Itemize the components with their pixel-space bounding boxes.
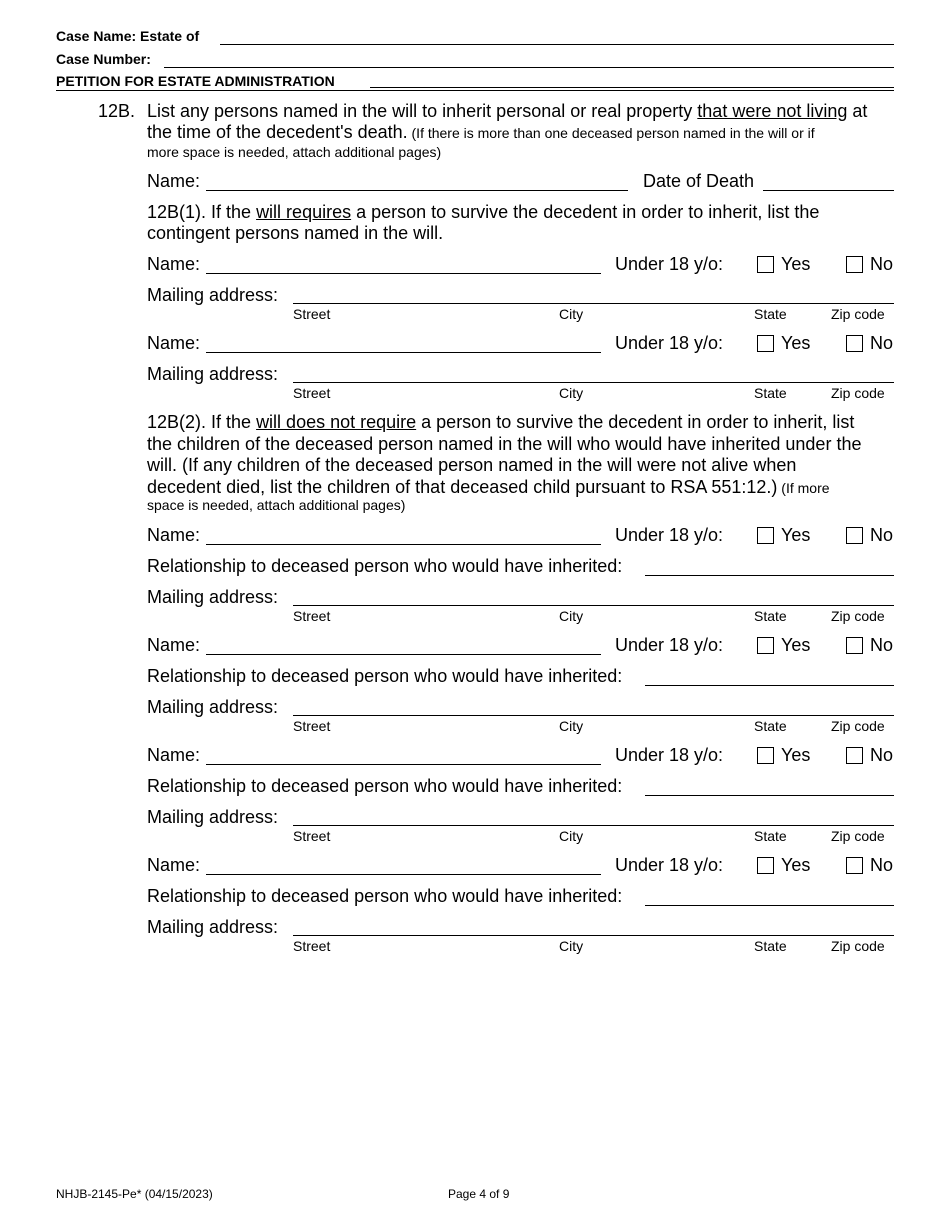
under18-label: Under 18 y/o: [615, 745, 724, 765]
zip-caption: Zip code [831, 938, 885, 954]
section-12b2-underlined: will does not require [256, 412, 417, 432]
section-12b-line1 [147, 101, 867, 122]
section-12b2-line5-note: space is needed, attach additional pages) [147, 497, 406, 513]
relationship-label: Relationship to deceased person who would have inherited: [147, 776, 623, 796]
section-12b2-line3: will. (If any children of the deceased person named in the will were not alive when [147, 455, 797, 475]
state-caption: State [754, 718, 787, 734]
no-label: No [870, 855, 894, 875]
no-label: No [870, 745, 894, 765]
name-label: Name: [147, 525, 201, 545]
city-caption: City [559, 718, 584, 734]
section-12b1-text-b: a person to survive the decedent in order to inherit, list the [351, 202, 820, 222]
mailing-address-field[interactable] [293, 935, 894, 936]
section-12b-name-field[interactable] [206, 172, 628, 191]
section-12b-number: 12B. [98, 101, 136, 121]
street-caption: Street [293, 306, 331, 322]
name-field[interactable] [206, 526, 601, 545]
section-12b2-line4 [147, 477, 830, 499]
section-12b-line2-text: the time of the decedent's death. [147, 122, 408, 142]
section-12b1-line2: contingent persons named in the will. [147, 223, 444, 243]
mailing-address-label: Mailing address: [147, 285, 279, 305]
mailing-address-field[interactable] [293, 715, 894, 716]
under18-no-checkbox[interactable] [846, 637, 863, 654]
no-label: No [870, 254, 894, 274]
under18-yes-checkbox[interactable] [757, 857, 774, 874]
state-caption: State [754, 608, 787, 624]
case-number-label: Case Number: [56, 51, 151, 67]
relationship-field[interactable] [645, 667, 894, 686]
name-label: Name: [147, 855, 201, 875]
name-field[interactable] [206, 334, 601, 353]
case-number-field[interactable] [164, 67, 894, 68]
mailing-address-label: Mailing address: [147, 807, 279, 827]
city-caption: City [559, 938, 584, 954]
form-title: PETITION FOR ESTATE ADMINISTRATION [56, 73, 335, 89]
zip-caption: Zip code [831, 828, 885, 844]
date-of-death-field[interactable] [763, 172, 894, 191]
under18-yes-checkbox[interactable] [757, 527, 774, 544]
relationship-label: Relationship to deceased person who would have inherited: [147, 666, 623, 686]
under18-label: Under 18 y/o: [615, 525, 724, 545]
no-label: No [870, 333, 894, 353]
name-field[interactable] [206, 636, 601, 655]
relationship-field[interactable] [645, 887, 894, 906]
section-12b1-underlined: will requires [256, 202, 352, 222]
section-12b1-line1 [147, 202, 819, 223]
section-12b2-line2: the children of the deceased person named in the will who would have inherited under the [147, 434, 862, 454]
under18-no-checkbox[interactable] [846, 256, 863, 273]
yes-label: Yes [781, 635, 811, 655]
mailing-address-field[interactable] [293, 825, 894, 826]
under18-yes-checkbox[interactable] [757, 256, 774, 273]
street-caption: Street [293, 718, 331, 734]
no-label: No [870, 525, 894, 545]
mailing-address-label: Mailing address: [147, 697, 279, 717]
relationship-label: Relationship to deceased person who would have inherited: [147, 886, 623, 906]
street-caption: Street [293, 828, 331, 844]
street-caption: Street [293, 608, 331, 624]
zip-caption: Zip code [831, 718, 885, 734]
street-caption: Street [293, 385, 331, 401]
section-12b1-text-a: 12B(1). If the [147, 202, 257, 222]
yes-label: Yes [781, 745, 811, 765]
under18-yes-checkbox[interactable] [757, 747, 774, 764]
name-field[interactable] [206, 856, 601, 875]
section-12b2-text-a: 12B(2). If the [147, 412, 257, 432]
yes-label: Yes [781, 333, 811, 353]
name-field[interactable] [206, 746, 601, 765]
section-12b-line3-note: more space is needed, attach additional pages) [147, 144, 442, 160]
under18-no-checkbox[interactable] [846, 857, 863, 874]
section-12b-line2 [147, 122, 815, 144]
section-12b-text-a: List any persons named in the will to inherit personal or real property [147, 101, 698, 121]
city-caption: City [559, 385, 584, 401]
under18-no-checkbox[interactable] [846, 335, 863, 352]
mailing-address-field[interactable] [293, 605, 894, 606]
name-label: Name: [147, 745, 201, 765]
form-id: NHJB-2145-Pe* (04/15/2023) [56, 1187, 213, 1201]
form-title-rule [370, 87, 894, 88]
name-field[interactable] [206, 255, 601, 274]
under18-yes-checkbox[interactable] [757, 637, 774, 654]
zip-caption: Zip code [831, 608, 885, 624]
mailing-address-label: Mailing address: [147, 587, 279, 607]
name-label: Name: [147, 635, 201, 655]
section-12b-line2-note: (If there is more than one deceased person named in the will or if [407, 125, 815, 141]
city-caption: City [559, 608, 584, 624]
mailing-address-field[interactable] [293, 382, 894, 383]
case-name-field[interactable] [220, 44, 894, 45]
state-caption: State [754, 306, 787, 322]
section-12b2-text-b: a person to survive the decedent in order to inherit, list [416, 412, 855, 432]
no-label: No [870, 635, 894, 655]
section-12b2-line1 [147, 412, 854, 433]
header-divider [56, 90, 894, 91]
under18-label: Under 18 y/o: [615, 333, 724, 353]
section-12b-text-b: at [847, 101, 868, 121]
under18-no-checkbox[interactable] [846, 527, 863, 544]
under18-no-checkbox[interactable] [846, 747, 863, 764]
mailing-address-label: Mailing address: [147, 917, 279, 937]
case-name-label: Case Name: Estate of [56, 28, 200, 44]
yes-label: Yes [781, 525, 811, 545]
mailing-address-field[interactable] [293, 303, 894, 304]
page-number: Page 4 of 9 [448, 1187, 510, 1201]
yes-label: Yes [781, 855, 811, 875]
under18-label: Under 18 y/o: [615, 635, 724, 655]
zip-caption: Zip code [831, 306, 885, 322]
date-of-death-label: Date of Death [643, 171, 755, 191]
name-label: Name: [147, 333, 201, 353]
city-caption: City [559, 306, 584, 322]
relationship-label: Relationship to deceased person who would have inherited: [147, 556, 623, 576]
yes-label: Yes [781, 254, 811, 274]
section-12b-underlined: that were not living [697, 101, 848, 121]
state-caption: State [754, 938, 787, 954]
under18-yes-checkbox[interactable] [757, 335, 774, 352]
mailing-address-label: Mailing address: [147, 364, 279, 384]
relationship-field[interactable] [645, 777, 894, 796]
name-label: Name: [147, 254, 201, 274]
zip-caption: Zip code [831, 385, 885, 401]
state-caption: State [754, 828, 787, 844]
section-12b2-line4-text: decedent died, list the children of that deceased child pursuant to RSA 551:12.) [147, 477, 778, 497]
section-12b2-line4-note: (If more [777, 480, 830, 496]
relationship-field[interactable] [645, 557, 894, 576]
under18-label: Under 18 y/o: [615, 855, 724, 875]
state-caption: State [754, 385, 787, 401]
under18-label: Under 18 y/o: [615, 254, 724, 274]
city-caption: City [559, 828, 584, 844]
section-12b-name-label: Name: [147, 171, 201, 191]
street-caption: Street [293, 938, 331, 954]
